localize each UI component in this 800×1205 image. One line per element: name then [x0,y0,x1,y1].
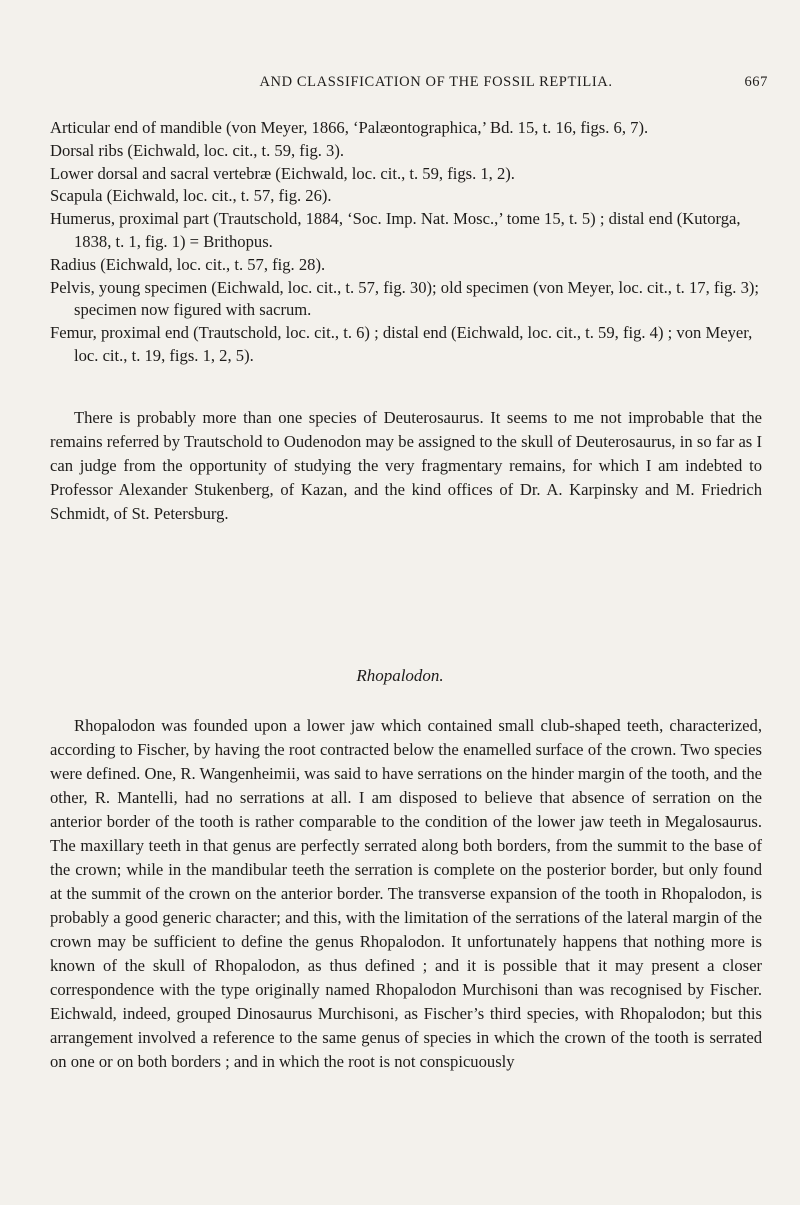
reference-item: Femur, proximal end (Trautschold, loc. cit., t. 6) ; distal end (Eichwald, loc. cit., t. 59, fig. 4) ; von Meyer, loc. cit., t. 19, figs. 1, 2, 5). [50,323,753,365]
reference-item: Pelvis, young specimen (Eichwald, loc. cit., t. 57, fig. 30); old specimen (von Meyer, loc. cit., t. 17, fig. 3); specimen now figured with sacrum. [50,277,760,320]
reference-item: Humerus, proximal part (Trautschold, 1884, ‘Soc. Imp. Nat. Mosc.,’ tome 15, t. 5) ; distal end (Kutorga, 1838, t. 1, fig. 1) = Brithopus. [50,209,741,251]
section-heading: Rhopalodon. [356,666,444,685]
paragraph-rhopalodon: Rhopalodon was founded upon a lower jaw which contained small club-shaped teeth, characterized, according to Fischer, by having the root contracted below the enamelled surface of the crown. Two species were defined. One, R. Wangenheimii, was said to have serrations on the hinder margin of the tooth, and the other, R. Mantelli, had no serrations at all. I am disposed to believe that absence of serration on the anterior border of the tooth is rather comparable to the condition of the lower jaw teeth in Megalosaurus. The maxillary teeth in that genus are perfectly serrated along both borders, from the summit to the base of the crown; while in the mandibular teeth the serration is complete on the posterior border, but only found at the summit of the crown on the anterior border. The transverse expansion of the tooth in Rhopalodon, is probably a good generic character; and this, with the limitation of the serrations of the lateral margin of the crown may be sufficient to define the genus Rhopalodon. It unfortunately happens that nothing more is known of the skull of Rhopalodon, as thus defined ; and it is possible that it may present a closer correspondence with the type originally named Rhopalodon Murchisoni than was recognised by Fischer. Eichwald, indeed, grouped Dinosaurus Murchisoni, as Fischer’s third species, with Rhopalodon; but this arrangement involved a reference to the same genus of species in which the crown of the tooth is serrated on one or on both borders ; and in which the root is not conspicuously [50,716,762,1071]
reference-item: Articular end of mandible (von Meyer, 1866, ‘Palæontographica,’ Bd. 15, t. 16, figs. 6, 7). [50,118,649,137]
reference-item: Lower dorsal and sacral vertebræ (Eichwald, loc. cit., t. 59, figs. 1, 2). [50,163,515,183]
reference-item: Radius (Eichwald, loc. cit., t. 57, fig. 28). [50,254,326,274]
page-number: 667 [744,74,768,90]
paragraph-deuterosaurus: There is probably more than one species of Deuterosaurus. It seems to me not improbable that the remains referred by Trautschold to Oudenodon may be assigned to the skull of Deuterosaurus, in so far as I can judge from the opportunity of studying the very fragmentary remains, for which I am indebted to Professor Alexander Stukenberg, of Kazan, and the kind offices of Dr. A. Karpinsky and M. Friedrich Schmidt, of St. Petersburg. [50,408,762,523]
reference-item: Dorsal ribs (Eichwald, loc. cit., t. 59, fig. 3). [50,140,345,160]
running-title: AND CLASSIFICATION OF THE FOSSIL REPTILIA. [259,74,613,90]
reference-item: Scapula (Eichwald, loc. cit., t. 57, fig. 26). [50,186,332,206]
running-head [88,74,768,91]
specimen-reference-list [50,117,762,368]
